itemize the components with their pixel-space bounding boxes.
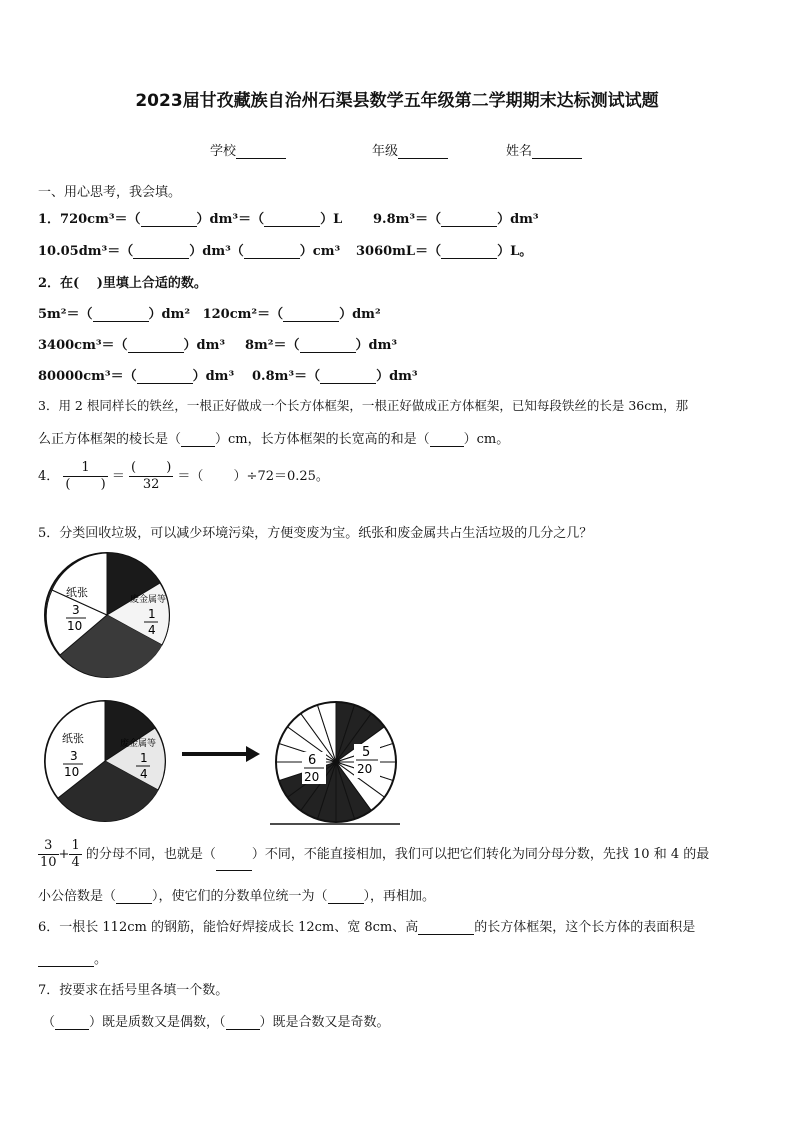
q3-blank-1[interactable] — [181, 433, 215, 447]
pie-chart-2 — [40, 698, 170, 824]
q2-blank-3[interactable] — [128, 339, 184, 353]
q1-blank-1[interactable] — [141, 213, 197, 227]
page-title: 2023届甘孜藏族自治州石渠县数学五年级第二学期期末达标测试试题 — [135, 91, 659, 111]
pie2-metal-den: 4 — [140, 767, 148, 781]
pie2-paper-num: 3 — [70, 749, 78, 763]
q1-line1-right: 9.8m³＝（ ）dm³ — [373, 212, 539, 227]
q6-blank-2[interactable] — [38, 953, 94, 967]
pie2-paper-den: 10 — [64, 765, 80, 779]
q2-blank-6[interactable] — [320, 370, 376, 384]
q5-blank-2[interactable] — [116, 890, 152, 904]
q1-line2: 10.05dm³＝（ ）dm³（ ）cm³ — [38, 244, 341, 259]
q1-blank-5[interactable] — [244, 245, 300, 259]
q1-blank-2[interactable] — [264, 213, 320, 227]
q7-line: （ ）既是质数又是偶数，（ ）既是合数又是奇数。 — [42, 1015, 390, 1030]
q5-fraction-1-4: $\frac{1}{4}$ — [71, 838, 80, 870]
pie2-metal-num: 1 — [140, 751, 148, 765]
pie-chart-3 — [266, 700, 406, 830]
q1-line2-right: 3060mL＝（ ）L。 — [356, 244, 533, 259]
name-blank[interactable] — [532, 144, 582, 159]
q7-stem: 7．按要求在括号里各填一个数。 — [38, 983, 229, 998]
q2-row3: 80000cm³＝（ ）dm³ — [38, 369, 235, 384]
pie1-paper-den: 10 — [67, 619, 83, 633]
q5-fraction-3-10: $\frac{3}{10}$ — [40, 838, 57, 870]
pie1-paper-num: 3 — [72, 603, 80, 617]
q6-blank-1[interactable] — [418, 921, 474, 935]
pie-chart-1 — [42, 550, 172, 680]
q2-blank-2[interactable] — [283, 308, 339, 322]
pie1-metal-num: 1 — [148, 607, 156, 621]
pie2-metal-label: 废金属等 — [120, 739, 157, 749]
q2-blank-5[interactable] — [137, 370, 193, 384]
pie1-metal-label: 废金属等 — [130, 595, 167, 605]
q1-blank-4[interactable] — [133, 245, 189, 259]
q2-row2: 3400cm³＝（ ）dm³ — [38, 338, 226, 353]
q3-line1: 3．用 2 根同样长的铁丝，一根正好做成一个长方体框架，一根正好做成正方体框架，已知每段铁丝的长是 36cm，那 — [38, 398, 689, 413]
q2-blank-1[interactable] — [93, 308, 149, 322]
arrow-right-icon — [182, 744, 262, 764]
q4-line: 4． $\frac{1}{( )}$ ＝ $\frac{( )}{32}$ ＝（ ）÷72＝0.25。 — [38, 460, 329, 492]
q2-stem: 2．在( )里填上合适的数。 — [38, 276, 207, 291]
q4-fraction-1: $\frac{1}{( )}$ — [65, 460, 106, 492]
grade-field: 年级 — [372, 140, 448, 159]
pie3-right-den: 20 — [357, 762, 373, 776]
q5-explain-line2: 小公倍数是（ ），使它们的分数单位统一为（ ），再相加。 — [38, 889, 436, 904]
q2-row2-right: 8m²＝（ ）dm³ — [245, 338, 398, 353]
q7-blank-2[interactable] — [226, 1016, 260, 1030]
pie2-paper-label: 纸张 — [62, 732, 84, 745]
section-heading: 一、用心思考，我会填。 — [38, 185, 182, 200]
q5-blank-1[interactable] — [216, 857, 252, 871]
q3-line2: 么正方体框架的棱长是（ ）cm，长方体框架的长宽高的和是（ ）cm。 — [38, 432, 510, 447]
q1-blank-3[interactable] — [441, 213, 497, 227]
pie3-left-den: 20 — [304, 770, 320, 784]
q6-line2: 。 — [38, 948, 107, 967]
grade-blank[interactable] — [398, 144, 448, 159]
q7-blank-1[interactable] — [55, 1016, 89, 1030]
q2-row1: 5m²＝（ ）dm² 120cm²＝（ ）dm² — [38, 307, 381, 322]
q1-blank-6[interactable] — [441, 245, 497, 259]
q2-row3-right: 0.8m³＝（ ）dm³ — [252, 369, 418, 384]
pie1-paper-label: 纸张 — [66, 586, 88, 599]
q2-blank-4[interactable] — [300, 339, 356, 353]
q3-blank-2[interactable] — [430, 433, 464, 447]
q5-stem: 5．分类回收垃圾，可以减少环境污染，方便变废为宝。纸张和废金属共占生活垃圾的几分之几？ — [38, 526, 593, 541]
name-field: 姓名 — [506, 140, 582, 159]
pie3-left-num: 6 — [308, 753, 317, 768]
q5-explain-line1: $\frac{3}{10}$ + $\frac{1}{4}$ 的分母不同，也就是（ ）不同，不能直接相加，我们可以把它们转化为同分母分数，先找 10 和 4 的最 — [40, 838, 710, 870]
pie3-right-num: 5 — [362, 745, 371, 760]
q5-blank-3[interactable] — [328, 890, 364, 904]
q4-fraction-2: $\frac{( )}{32}$ — [131, 460, 172, 492]
school-field: 学校 — [210, 140, 286, 159]
pie1-metal-den: 4 — [148, 623, 156, 637]
q1-line1: 1．720cm³＝（ ）dm³＝（ ）L — [38, 212, 343, 227]
q6-line1: 6．一根长 112cm 的钢筋，能恰好焊接成长 12cm、宽 8cm、高 的长方体框架，这个长方体的表面积是 — [38, 920, 696, 935]
school-blank[interactable] — [236, 144, 286, 159]
